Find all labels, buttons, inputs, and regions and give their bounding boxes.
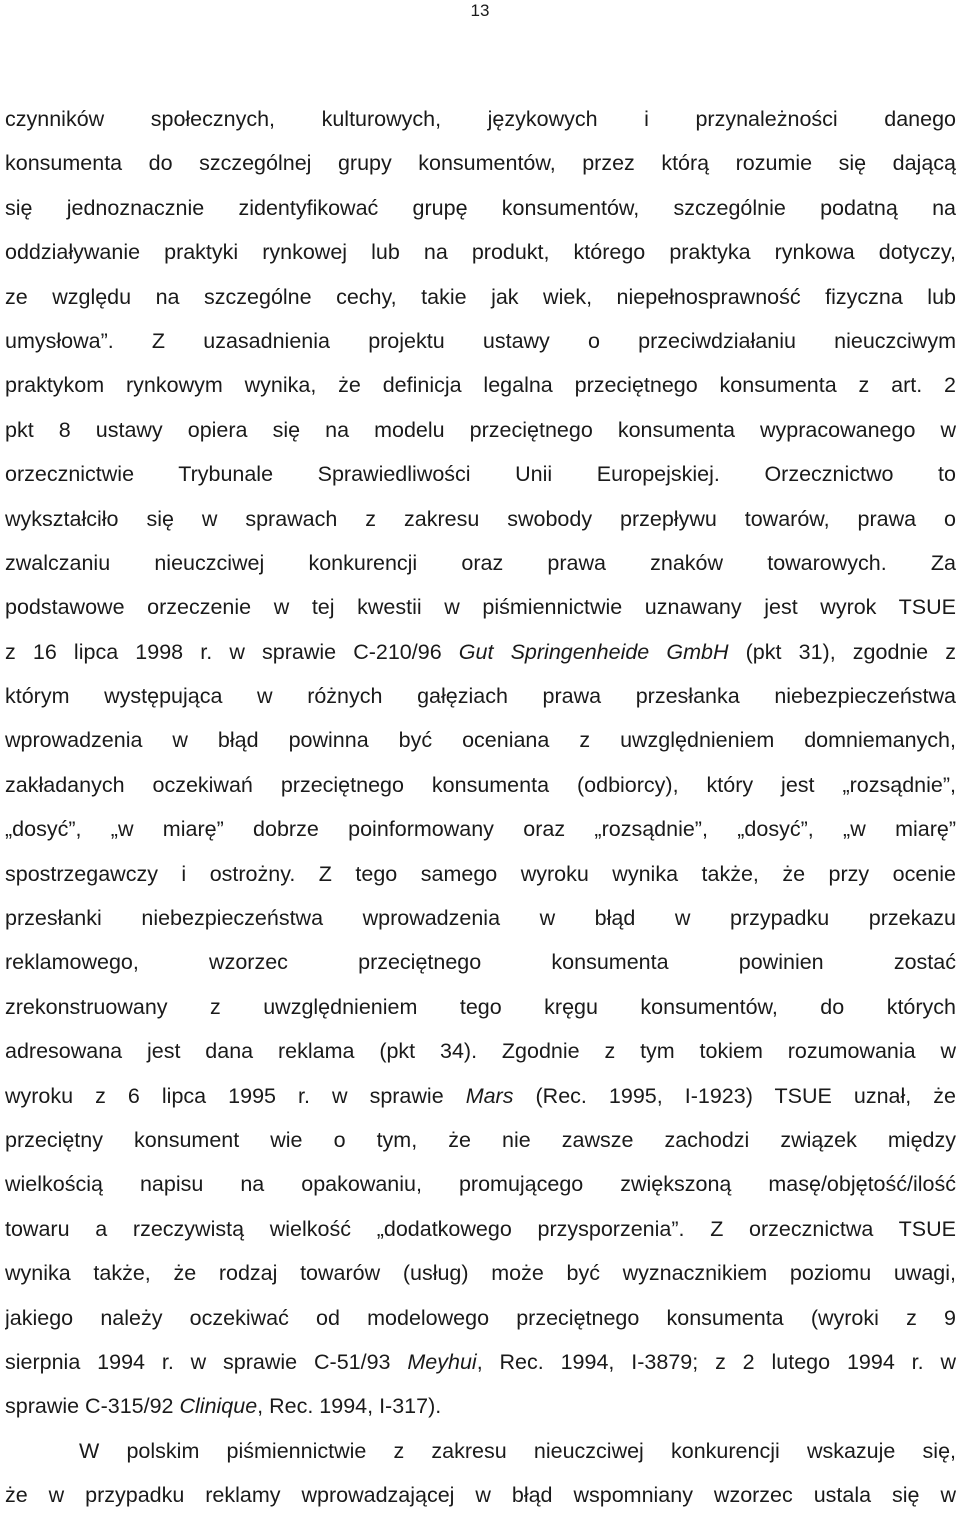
- text-segment: zrekonstruowany z uwzględnieniem tego kręgu konsumentów, do których: [5, 994, 956, 1019]
- text-segment: z 16 lipca 1998 r. w sprawie C-210/96: [5, 639, 459, 664]
- text-line: [5, 896, 956, 940]
- text-segment: wykształciło się w sprawach z zakresu swobody przepływu towarów, prawa o: [5, 506, 956, 531]
- italic-case-name: Clinique: [179, 1394, 258, 1419]
- text-line: [5, 1251, 956, 1295]
- italic-case-name: Mars: [465, 1083, 514, 1108]
- text-line: [5, 630, 956, 674]
- page-number: 13: [470, 1, 490, 20]
- text-line: [5, 985, 956, 1029]
- text-line: [5, 763, 956, 807]
- text-line: [5, 1207, 956, 1251]
- text-segment: (pkt 31), zgodnie z: [728, 639, 956, 664]
- text-segment: towaru a rzeczywistą wielkość „dodatkowego przysporzenia”. Z orzecznictwa TSUE: [5, 1216, 956, 1241]
- text-segment: sprawie C-315/92: [5, 1394, 180, 1419]
- text-line: [5, 1340, 956, 1384]
- text-segment: praktykom rynkowym wynika, że definicja legalna przeciętnego konsumenta z art. 2: [5, 373, 956, 398]
- text-line: [5, 541, 956, 585]
- text-line: [5, 1074, 956, 1118]
- text-line: [5, 718, 956, 762]
- italic-case-name: Meyhui: [407, 1349, 477, 1374]
- text-line: [5, 1384, 956, 1428]
- text-segment: przesłanki niebezpieczeństwa wprowadzenia w błąd w przypadku przekazu: [5, 906, 956, 931]
- text-line: [5, 408, 956, 452]
- text-line: [5, 807, 956, 851]
- text-segment: „dosyć”, „w miarę” dobrze poinformowany oraz „rozsądnie”, „dosyć”, „w miarę”: [5, 817, 956, 842]
- text-line: [5, 940, 956, 984]
- text-line: [5, 674, 956, 718]
- text-segment: (Rec. 1995, I-1923) TSUE uznał, że: [513, 1083, 956, 1108]
- text-segment: przeciętny konsument wie o tym, że nie zawsze zachodzi związek między: [5, 1127, 956, 1152]
- text-segment: którym występująca w różnych gałęziach prawa przesłanka niebezpieczeństwa: [5, 684, 956, 709]
- text-line: [5, 1296, 956, 1340]
- text-segment: , Rec. 1994, I-317).: [257, 1394, 442, 1419]
- text-line: [5, 1029, 956, 1073]
- text-segment: umysłowa”. Z uzasadnienia projektu ustawy o przeciwdziałaniu nieuczciwym: [5, 328, 956, 353]
- text-segment: wynika także, że rodzaj towarów (usług) może być wyznacznikiem poziomu uwagi,: [5, 1261, 956, 1286]
- text-line: [5, 186, 956, 230]
- text-segment: spostrzegawczy i ostrożny. Z tego samego wyroku wynika także, że przy ocenie: [5, 861, 956, 886]
- text-line: [5, 452, 956, 496]
- text-line: [5, 230, 956, 274]
- text-segment: wielkością napisu na opakowaniu, promującego zwiększoną masę/objętość/ilość: [5, 1172, 956, 1197]
- text-line: [5, 1118, 956, 1162]
- text-line: [5, 97, 956, 141]
- text-line: [5, 1162, 956, 1206]
- text-segment: czynników społecznych, kulturowych, językowych i przynależności danego: [5, 107, 956, 131]
- body-text: [5, 97, 956, 1518]
- text-segment: konsumenta do szczególnej grupy konsumentów, przez którą rozumie się dającą: [5, 151, 956, 176]
- text-segment: , Rec. 1994, I-3879; z 2 lutego 1994 r. w: [476, 1349, 956, 1374]
- text-segment: wprowadzenia w błąd powinna być oceniana z uwzględnieniem domniemanych,: [5, 728, 956, 753]
- text-line: [5, 275, 956, 319]
- text-segment: podstawowe orzeczenie w tej kwestii w piśmiennictwie uznawany jest wyrok TSUE: [5, 595, 956, 620]
- text-line: [5, 141, 956, 185]
- text-line: [5, 363, 956, 407]
- text-segment: adresowana jest dana reklama (pkt 34). Zgodnie z tym tokiem rozumowania w: [5, 1039, 956, 1064]
- text-line: [5, 1473, 956, 1517]
- text-segment: zwalczaniu nieuczciwej konkurencji oraz prawa znaków towarowych. Za: [5, 550, 956, 575]
- text-line: [5, 319, 956, 363]
- text-line: [5, 585, 956, 629]
- text-segment: W polskim piśmiennictwie z zakresu nieuczciwej konkurencji wskazuje się,: [79, 1438, 956, 1463]
- text-segment: pkt 8 ustawy opiera się na modelu przeciętnego konsumenta wypracowanego w: [5, 417, 956, 442]
- text-segment: ze względu na szczególne cechy, takie jak wiek, niepełnosprawność fizyczna lub: [5, 284, 956, 309]
- text-line: [5, 852, 956, 896]
- text-segment: się jednoznacznie zidentyfikować grupę konsumentów, szczególnie podatną na: [5, 195, 956, 220]
- text-line: [5, 497, 956, 541]
- italic-case-name: Gut Springenheide GmbH: [458, 639, 729, 664]
- text-segment: reklamowego, wzorzec przeciętnego konsumenta powinien zostać: [5, 950, 956, 975]
- text-segment: jakiego należy oczekiwać od modelowego przeciętnego konsumenta (wyroki z 9: [5, 1305, 956, 1330]
- text-segment: wyroku z 6 lipca 1995 r. w sprawie: [5, 1083, 466, 1108]
- text-line: [5, 1429, 956, 1473]
- text-segment: sierpnia 1994 r. w sprawie C-51/93: [5, 1349, 408, 1374]
- text-segment: orzecznictwie Trybunale Sprawiedliwości Unii Europejskiej. Orzecznictwo to: [5, 462, 956, 487]
- text-segment: zakładanych oczekiwań przeciętnego konsumenta (odbiorcy), który jest „rozsądnie”,: [5, 772, 956, 797]
- text-segment: oddziaływanie praktyki rynkowej lub na produkt, którego praktyka rynkowa dotyczy,: [5, 240, 956, 265]
- text-segment: że w przypadku reklamy wprowadzającej w błąd wspomniany wzorzec ustala się w: [5, 1483, 956, 1508]
